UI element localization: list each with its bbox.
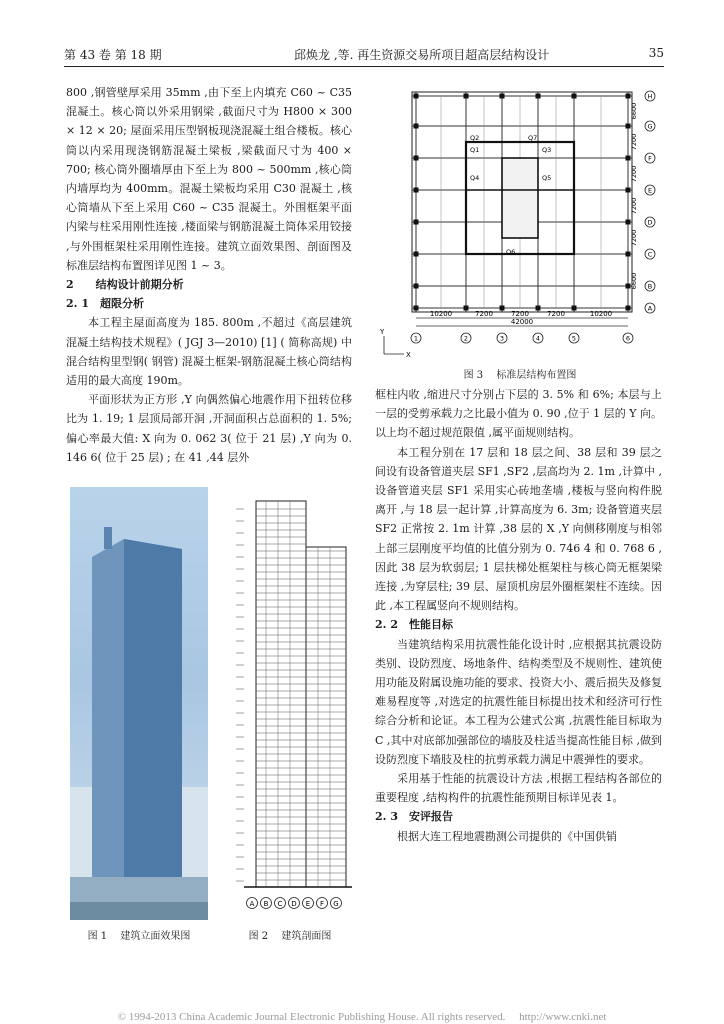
member-label: Q2 [470,134,480,142]
dimension-label: 7200 [630,165,638,183]
axis-label: F [648,154,652,163]
section-heading: 2. 2 性能目标 [375,618,453,632]
header-rule [64,66,664,67]
frame-column [414,94,419,99]
member-label: Q7 [528,134,538,142]
dimension-total: 42000 [510,318,534,326]
dimension-label: 7200 [475,310,493,318]
tower-outline [256,501,306,887]
axis-label: B [263,900,269,908]
frame-column [464,94,469,99]
left-column [66,83,352,467]
dimension-label: 10200 [589,310,613,318]
paragraph: 根据大连工程地震勘测公司提供的《中国供销 [397,829,617,843]
frame-column [626,94,631,99]
dimension-label: 7200 [547,310,565,318]
member-label: Q1 [470,146,480,154]
frame-column [414,220,419,225]
axis-label: G [647,122,653,131]
axis-x-label: X [406,351,411,359]
axis-label: 1 [413,334,419,343]
frame-column [500,94,505,99]
figure-2-section [222,487,358,920]
axis-label: D [291,900,297,908]
figure-1-caption: 图 1 建筑立面效果图 [87,931,191,942]
frame-column [572,306,577,311]
right-column [375,385,662,846]
tower-rendering [70,487,208,920]
figure-2-caption: 图 2 建筑剖面图 [248,931,332,942]
frame-column [626,252,631,257]
axis-label: C [647,250,653,259]
frame-column [414,284,419,289]
issue-label: 第 43 卷 第 18 期 [64,48,162,62]
figure-3-plan [378,82,662,360]
member-label: Q5 [542,174,552,182]
axis-label: 4 [535,334,541,343]
plan-drawing [378,82,662,360]
axis-label: A [647,304,653,313]
section-heading: 2. 1 超限分析 [66,297,144,311]
axis-label: E [305,900,311,908]
frame-column [626,306,631,311]
paragraph: 采用基于性能的抗震设计方法 ,根据工程结构各部位的重要程度 ,结构构件的抗震性能预期目标详见表 1。 [375,772,662,805]
frame-column [572,94,577,99]
frame-column [500,306,505,311]
frame-column [464,306,469,311]
page-number: 35 [648,46,664,60]
axis-label: G [333,900,339,908]
member-label: Q4 [470,174,480,182]
frame-column [536,306,541,311]
core-inner [502,158,538,238]
figure-1-rendering [70,487,208,920]
axis-label: E [647,186,653,195]
dimension-label: 7200 [630,133,638,151]
section-drawing [222,487,358,920]
frame-column [414,306,419,311]
frame-column [626,220,631,225]
frame-column [626,188,631,193]
frame-column [414,188,419,193]
axis-y-label: Y [380,328,385,336]
dimension-label: 10200 [429,310,453,318]
member-label: Q6 [506,248,516,256]
axis-label: F [319,900,325,908]
frame-column [414,124,419,129]
member-label: Q3 [542,146,552,154]
figure-3-caption: 图 3 标准层结构布置图 [463,370,577,381]
dimension-label: 6600 [630,102,638,120]
axis-label: 2 [463,334,469,343]
frame-column [626,124,631,129]
dimension-label: 7200 [630,197,638,215]
paragraph: 800 ,钢管壁厚采用 35mm ,由下至上内填充 C60 ~ C35 混凝土。核心筒以外采用钢梁 ,截面尺寸为 H800 × 300 × 12 × 20; 屋面采用压型钢板现浇混凝土组合楼板。核心筒以内采用现浇钢筋混凝土梁板 ,梁截面尺寸为 400 × 700; 核心筒外圈墙厚由下至上为 800 ~ 500mm ,核心筒内墙厚均为 400mm。混凝土梁板均采用 C30 混凝土 ,核心筒墙从下至上采用 C60 ~ C35 混凝土。外围框架平面内梁与柱采用刚性连接 ,楼面梁与钢筋混凝土筒体采用铰接 ,与外围框架柱采用刚性连接。建筑立面效果图、剖面图及标准层结构布置图详见图 1 ~ 3。 [66,86,352,272]
dimension-label: 7200 [630,229,638,247]
axis-label: B [647,282,653,291]
paragraph: 当建筑结构采用抗震性能化设计时 ,应根据其抗震设防类别、设防烈度、场地条件、结构类型及不规则性、建筑使用功能及附属设施功能的要求、投资大小、震后损失及修复难易程度等 ,对选定的抗震性能目标提出技术和经济可行性综合分析和论证。本工程为公建式公寓 ,抗震性能目标取为 C ,其中对底部加强部位的墙肢及柱适当提高性能目标 ,做到设防烈度下墙肢及柱的抗剪承载力满足中震弹性的要求。 [375,637,662,766]
axis-label: 5 [571,334,577,343]
paragraph: 本工程主屋面高度为 185. 800m ,不超过《高层建筑混凝土结构技术规程》( JGJ 3—2010) [1] ( 简称高规) 中混合结构里型钢( 钢管) 混凝土框架-钢筋混凝土核心筒结构适用的最大高度 190m。 [66,316,352,388]
tower-outline-right [306,547,346,887]
copyright-footer: © 1994-2013 China Academic Journal Electronic Publishing House. All rights reserved. http://www.cnki.net [117,1011,607,1023]
paragraph: 本工程分别在 17 层和 18 层之间、38 层和 39 层之间设有设备管道夹层 SF1 ,SF2 ,层高均为 2. 1m ,计算中 ,设备管道夹层 SF1 采用实心砖地垄墙 ,楼板与竖向构件脱离开 ,与 18 层一起计算 ,计算高度为 6. 3m; 设备管道夹层 SF2 正常按 2. 1m 计算 ,38 层的 X ,Y 向侧移刚度与相邻上部三层刚度平均值的比值分别为 0. 746 4 和 0. 768 6 ,因此 38 层为软弱层; 1 层扶梯处框架柱与核心筒无框架梁连接 ,为穿层柱; 39 层、屋顶机房层外圈框架柱不连续。因此 ,本工程属竖向不规则结构。 [375,445,662,613]
frame-column [626,156,631,161]
dimension-label: 6600 [630,272,638,290]
axis-label: D [647,218,653,227]
paragraph: 平面形状为正方形 ,Y 向偶然偏心地震作用下扭转位移比为 1. 19; 1 层顶局部开洞 ,开洞面积占总面积的 1. 5%; 偏心率最大值: X 向为 0. 062 3( 位于 21 层) ,Y 向为 0. 146 6( 位于 25 层) ; 在 41 ,44 层外 [66,393,352,464]
axis-label: 6 [625,334,631,343]
dimension-label: 7200 [511,310,529,318]
paragraph: 框柱内收 ,缩进尺寸分别占下层的 3. 5% 和 6%; 本层与上一层的受剪承载力之比最小值为 0. 90 ,位于 1 层的 Y 向。以上均不超过规范限值 ,属平面规则结构。 [375,388,662,440]
section-heading: 2. 3 安评报告 [375,810,453,824]
article-title: 邱焕龙 ,等. 再生资源交易所项目超高层结构设计 [294,48,550,62]
axis-label: A [249,900,255,908]
frame-column [536,94,541,99]
section-heading: 2 结构设计前期分析 [66,278,184,292]
axis-label: H [647,92,653,101]
frame-column [414,252,419,257]
axis-label: C [277,900,283,908]
frame-column [414,156,419,161]
axis-label: 3 [499,334,505,343]
